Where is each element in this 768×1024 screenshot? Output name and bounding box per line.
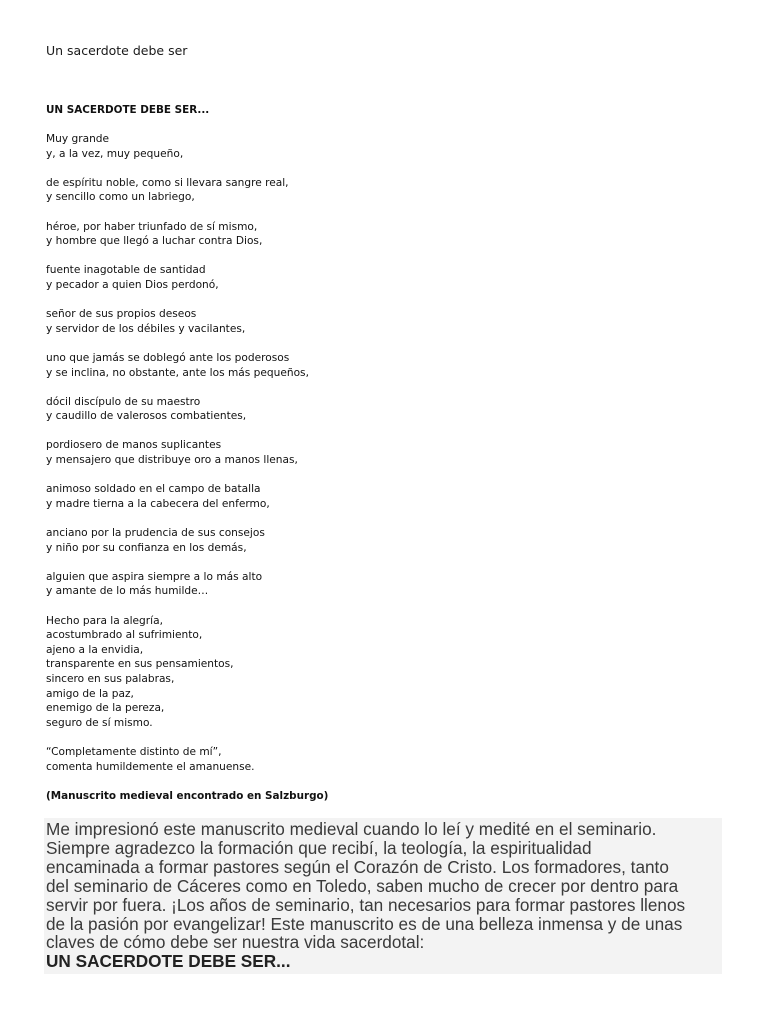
poem-line: seguro de sí mismo.: [46, 716, 153, 729]
poem-stanza: [46, 307, 606, 336]
poem-line: de espíritu noble, como si llevara sangre real,: [46, 176, 289, 189]
poem-line: y se inclina, no obstante, ante los más pequeños,: [46, 366, 309, 379]
commentary-text: [46, 820, 720, 952]
poem-line: comenta humildemente el amanuense.: [46, 760, 255, 773]
poem-line: animoso soldado en el campo de batalla: [46, 483, 261, 496]
commentary-block: [44, 818, 722, 974]
poem-stanza: [46, 351, 606, 380]
poem-line: héroe, por haber triunfado de sí mismo,: [46, 220, 258, 233]
poem-line: y hombre que llegó a luchar contra Dios,: [46, 235, 263, 248]
poem-line: dócil discípulo de su maestro: [46, 395, 201, 408]
poem-stanza: [46, 614, 606, 731]
poem-line: sincero en sus palabras,: [46, 672, 175, 685]
poem-line: y, a la vez, muy pequeño,: [46, 147, 184, 160]
poem-line: y caudillo de valerosos combatientes,: [46, 410, 247, 423]
poem-line: y madre tierna a la cabecera del enfermo,: [46, 497, 270, 510]
poem-line: y pecador a quien Dios perdonó,: [46, 278, 219, 291]
poem-line: anciano por la prudencia de sus consejos: [46, 527, 265, 540]
poem-line: señor de sus propios deseos: [46, 308, 197, 321]
poem: [46, 103, 606, 803]
poem-line: y servidor de los débiles y vacilantes,: [46, 322, 246, 335]
poem-stanza: [46, 132, 606, 161]
poem-line: y mensajero que distribuye oro a manos llenas,: [46, 454, 298, 467]
poem-line: fuente inagotable de santidad: [46, 264, 206, 277]
commentary-line: Me impresionó este manuscrito medieval cuando lo leí y medité en el seminario.: [46, 819, 657, 839]
poem-stanzas: [46, 132, 606, 774]
poem-line: pordiosero de manos suplicantes: [46, 439, 222, 452]
poem-line: y niño por su confianza en los demás,: [46, 541, 247, 554]
poem-stanza: [46, 570, 606, 599]
document-title: Un sacerdote debe ser: [46, 43, 188, 58]
poem-line: enemigo de la pereza,: [46, 702, 165, 715]
commentary-closing: UN SACERDOTE DEBE SER...: [46, 951, 291, 972]
poem-stanza: [46, 482, 606, 511]
commentary-line: encaminada a formar pastores según el Corazón de Cristo. Los formadores, tanto: [46, 856, 669, 877]
commentary-line: Siempre agradezco la formación que recibí, la teología, la espiritualidad: [46, 837, 592, 858]
poem-line: Muy grande: [46, 133, 110, 145]
poem-line: transparente en sus pensamientos,: [46, 658, 234, 671]
poem-line: y amante de lo más humilde…: [46, 585, 209, 598]
poem-stanza: [46, 263, 606, 292]
poem-line: alguien que aspira siempre a lo más alto: [46, 570, 263, 583]
poem-stanza: [46, 526, 606, 555]
poem-line: y sencillo como un labriego,: [46, 191, 195, 204]
poem-stanza: [46, 395, 606, 424]
commentary-line: claves de cómo debe ser nuestra vida sacerdotal:: [46, 932, 425, 953]
poem-stanza: [46, 220, 606, 249]
commentary-line: servir por fuera. ¡Los años de seminario, tan necesarios para formar pastores llenos: [46, 894, 686, 915]
poem-line: “Completamente distinto de mí”,: [46, 745, 222, 758]
poem-line: ajeno a la envidia,: [46, 643, 144, 656]
poem-line: amigo de la paz,: [46, 687, 134, 700]
poem-heading: UN SACERDOTE DEBE SER...: [46, 104, 210, 116]
commentary-line: del seminario de Cáceres como en Toledo, saben mucho de crecer por dentro para: [46, 875, 679, 896]
commentary-line: de la pasión por evangelizar! Este manuscrito es de una belleza inmensa y de unas: [46, 913, 683, 934]
poem-stanza: [46, 176, 606, 205]
poem-source: (Manuscrito medieval encontrado en Salzburgo): [46, 789, 329, 802]
poem-line: Hecho para la alegría,: [46, 614, 163, 627]
poem-line: acostumbrado al sufrimiento,: [46, 629, 203, 642]
poem-stanza: [46, 745, 606, 774]
poem-stanza: [46, 438, 606, 467]
poem-line: uno que jamás se doblegó ante los poderosos: [46, 351, 290, 364]
